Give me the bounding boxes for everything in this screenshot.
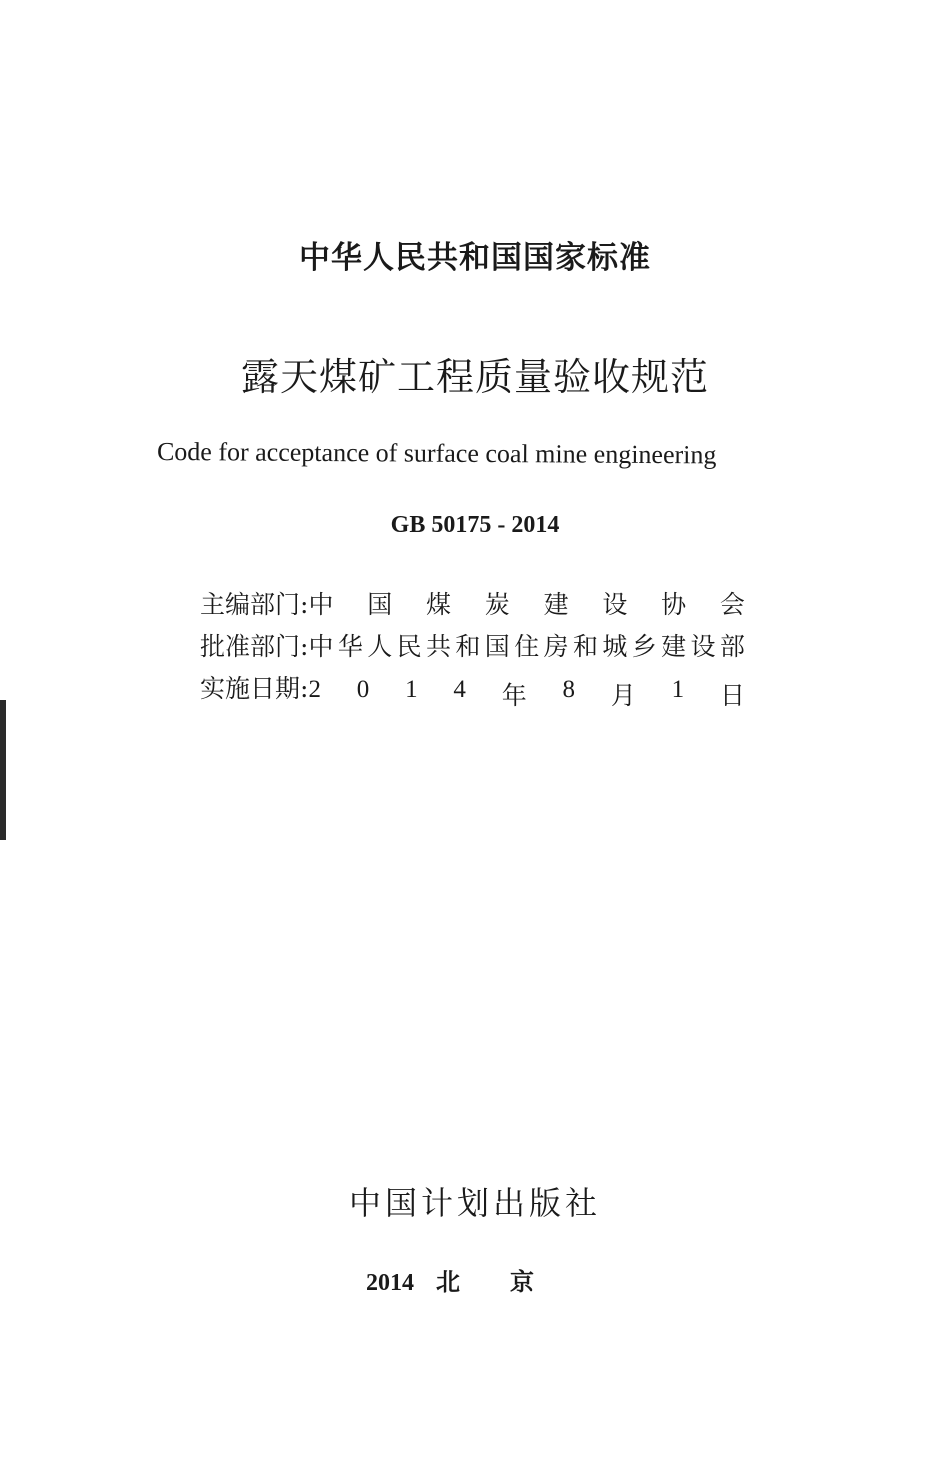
approver-label: 批准部门 <box>200 632 301 661</box>
scan-binding-edge <box>0 700 6 840</box>
value-char: 部 <box>719 632 745 661</box>
value-char: 设 <box>690 632 716 661</box>
value-char: 住 <box>514 632 540 661</box>
publisher: 中国计划出版社 <box>348 1184 601 1222</box>
publication-city-char-1: 北 <box>436 1267 460 1296</box>
editor-label: 主编部门 <box>200 590 301 619</box>
value-char: 月 <box>610 683 636 710</box>
value-char: 炭 <box>484 590 510 619</box>
value-char: 设 <box>602 590 628 619</box>
publication-year: 2014 <box>366 1270 414 1296</box>
value-char: 和 <box>455 632 481 661</box>
title-chinese: 露天煤矿工程质量验收规范 <box>240 355 709 399</box>
value-char: 1 <box>405 676 418 703</box>
editor-value <box>308 585 745 621</box>
value-char: 共 <box>426 632 452 661</box>
value-char: 协 <box>661 590 687 619</box>
value-char: 国 <box>367 590 393 619</box>
date-value <box>308 676 745 712</box>
value-char: 城 <box>602 632 628 661</box>
editor-row <box>200 585 745 621</box>
standard-code: GB 50175 - 2014 <box>390 512 560 538</box>
approver-row <box>200 627 745 663</box>
editor-colon: : <box>300 590 309 619</box>
date-row <box>200 669 745 712</box>
value-char: 日 <box>719 683 745 710</box>
value-char: 民 <box>396 632 422 661</box>
value-char: 乡 <box>631 632 657 661</box>
value-char: 中 <box>308 590 334 619</box>
value-char: 中 <box>308 632 334 661</box>
value-char: 4 <box>453 676 466 703</box>
value-char: 8 <box>562 676 576 703</box>
approver-colon: : <box>300 632 309 661</box>
value-char: 建 <box>543 590 569 619</box>
value-char: 会 <box>719 590 745 619</box>
approver-value <box>308 627 745 663</box>
value-char: 华 <box>337 632 363 661</box>
value-char: 国 <box>484 632 510 661</box>
value-char: 1 <box>671 676 685 703</box>
value-char: 煤 <box>426 590 452 619</box>
title-english: Code for acceptance of surface coal mine engineering <box>156 437 717 470</box>
value-char: 2 <box>308 676 321 703</box>
value-char: 房 <box>543 632 569 661</box>
standard-type: 中华人民共和国国家标准 <box>299 240 651 276</box>
publication-city-char-2: 京 <box>510 1267 534 1296</box>
value-char: 建 <box>661 632 687 661</box>
value-char: 年 <box>501 683 527 710</box>
date-label: 实施日期 <box>200 674 301 703</box>
publication-place <box>366 1262 534 1297</box>
value-char: 人 <box>367 632 393 661</box>
value-char: 和 <box>572 632 598 661</box>
value-char: 0 <box>356 676 370 703</box>
date-colon: : <box>300 674 309 703</box>
